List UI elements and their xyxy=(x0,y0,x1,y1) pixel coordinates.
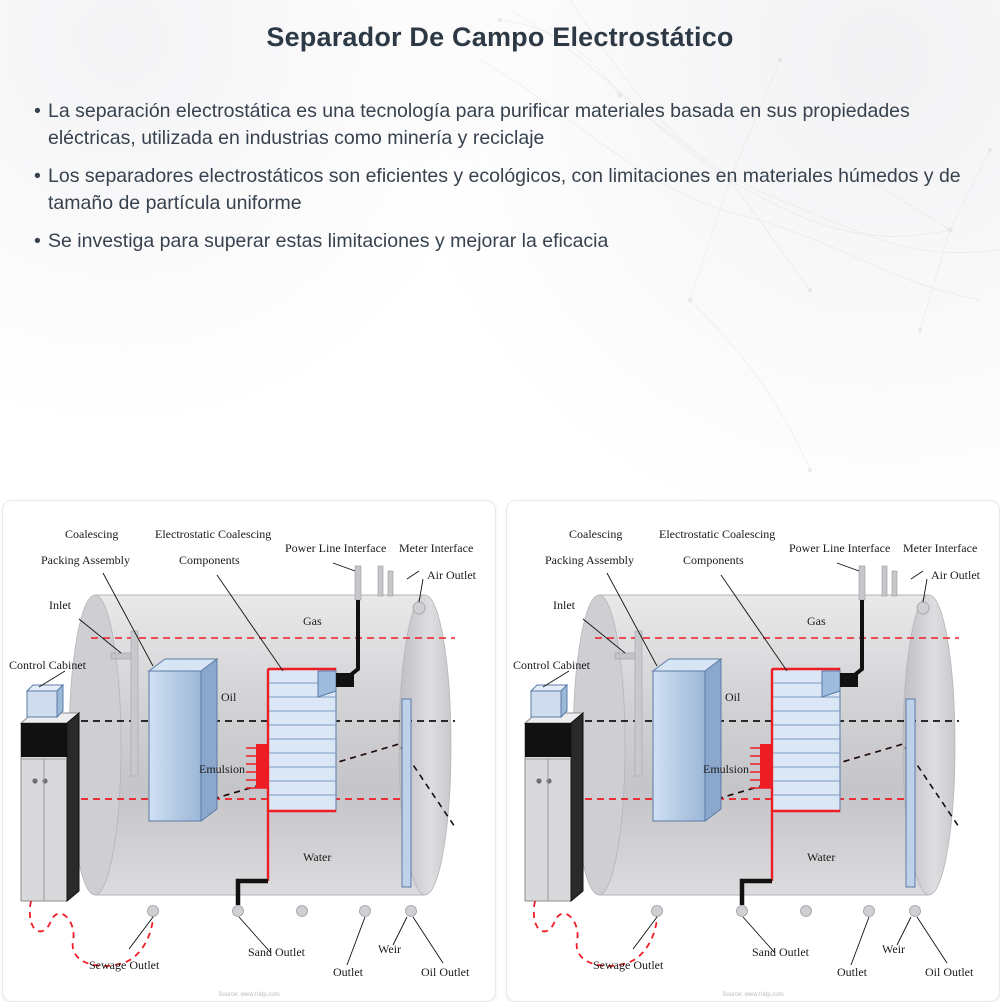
coalescing-packing-assembly xyxy=(149,659,217,821)
label-meter-interface: Meter Interface xyxy=(399,541,474,555)
bottom-nozzles xyxy=(652,906,921,917)
list-item: • Los separadores electrostáticos son eficientes y ecológicos, con limitaciones en materiales húmedos y de tamaño de partícula uniforme xyxy=(34,163,964,217)
bullet-list xyxy=(34,98,964,266)
air-outlet-nozzle xyxy=(917,602,929,614)
diagram-panel-left xyxy=(2,500,496,1002)
label-sand-outlet: Sand Outlet xyxy=(248,945,305,959)
label-sewage-outlet: Sewage Outlet xyxy=(89,958,160,972)
label-coalescing-packing-assembly-line2: Packing Assembly xyxy=(545,553,634,567)
weir-plate xyxy=(402,699,411,887)
label-sewage-outlet: Sewage Outlet xyxy=(593,958,664,972)
label-emulsion: Emulsion xyxy=(199,762,246,776)
label-air-outlet: Air Outlet xyxy=(427,568,476,582)
label-power-line-interface: Power Line Interface xyxy=(789,541,891,555)
label-gas: Gas xyxy=(303,614,322,628)
credit-text: Source: www.tridp.com xyxy=(218,992,280,998)
label-coalescing-packing-assembly-line1: Coalescing xyxy=(569,527,623,541)
label-inlet: Inlet xyxy=(553,598,575,612)
label-electrostatic-coalescing-line1: Electrostatic Coalescing xyxy=(659,527,776,541)
control-cabinet xyxy=(525,685,583,901)
label-air-outlet: Air Outlet xyxy=(931,568,980,582)
label-oil-outlet: Oil Outlet xyxy=(421,965,470,979)
page-title: Separador De Campo Electrostático xyxy=(266,22,734,52)
label-gas: Gas xyxy=(807,614,826,628)
label-coalescing-packing-assembly-line1: Coalescing xyxy=(65,527,119,541)
sewage-line xyxy=(30,901,153,966)
label-water: Water xyxy=(807,850,836,864)
label-meter-interface: Meter Interface xyxy=(903,541,978,555)
label-electrostatic-coalescing-line2: Components xyxy=(179,553,240,567)
list-item: • Se investiga para superar estas limitaciones y mejorar la eficacia xyxy=(34,228,964,255)
electrostatic-separator-diagram-copy xyxy=(507,501,999,1001)
list-item: • La separación electrostática es una tecnología para purificar materiales basada en sus propiedades eléctricas, utilizada en industrias como minería y reciclaje xyxy=(34,98,964,152)
control-cabinet xyxy=(21,685,79,901)
label-weir: Weir xyxy=(882,942,906,956)
label-inlet: Inlet xyxy=(49,598,71,612)
label-outlet: Outlet xyxy=(333,965,363,979)
weir-plate xyxy=(906,699,915,887)
credit-text: Source: www.tridp.com xyxy=(722,992,784,998)
label-outlet: Outlet xyxy=(837,965,867,979)
label-coalescing-packing-assembly-line2: Packing Assembly xyxy=(41,553,130,567)
label-emulsion: Emulsion xyxy=(703,762,750,776)
label-sand-outlet: Sand Outlet xyxy=(752,945,809,959)
label-electrostatic-coalescing-line2: Components xyxy=(683,553,744,567)
label-power-line-interface: Power Line Interface xyxy=(285,541,387,555)
label-oil: Oil xyxy=(725,690,741,704)
bottom-nozzles xyxy=(148,906,417,917)
label-control-cabinet: Control Cabinet xyxy=(513,658,590,672)
diagram-panel-right xyxy=(506,500,1000,1002)
meter-interface-riser xyxy=(378,566,393,596)
air-outlet-nozzle xyxy=(413,602,425,614)
sewage-line xyxy=(534,901,657,966)
label-electrostatic-coalescing-line1: Electrostatic Coalescing xyxy=(155,527,272,541)
label-oil-outlet: Oil Outlet xyxy=(925,965,974,979)
meter-interface-riser xyxy=(882,566,897,596)
coalescing-packing-assembly xyxy=(653,659,721,821)
label-water: Water xyxy=(303,850,332,864)
label-weir: Weir xyxy=(378,942,402,956)
diagram-panels xyxy=(0,500,1000,1000)
electrostatic-separator-diagram xyxy=(3,501,495,1001)
label-control-cabinet: Control Cabinet xyxy=(9,658,86,672)
label-oil: Oil xyxy=(221,690,237,704)
